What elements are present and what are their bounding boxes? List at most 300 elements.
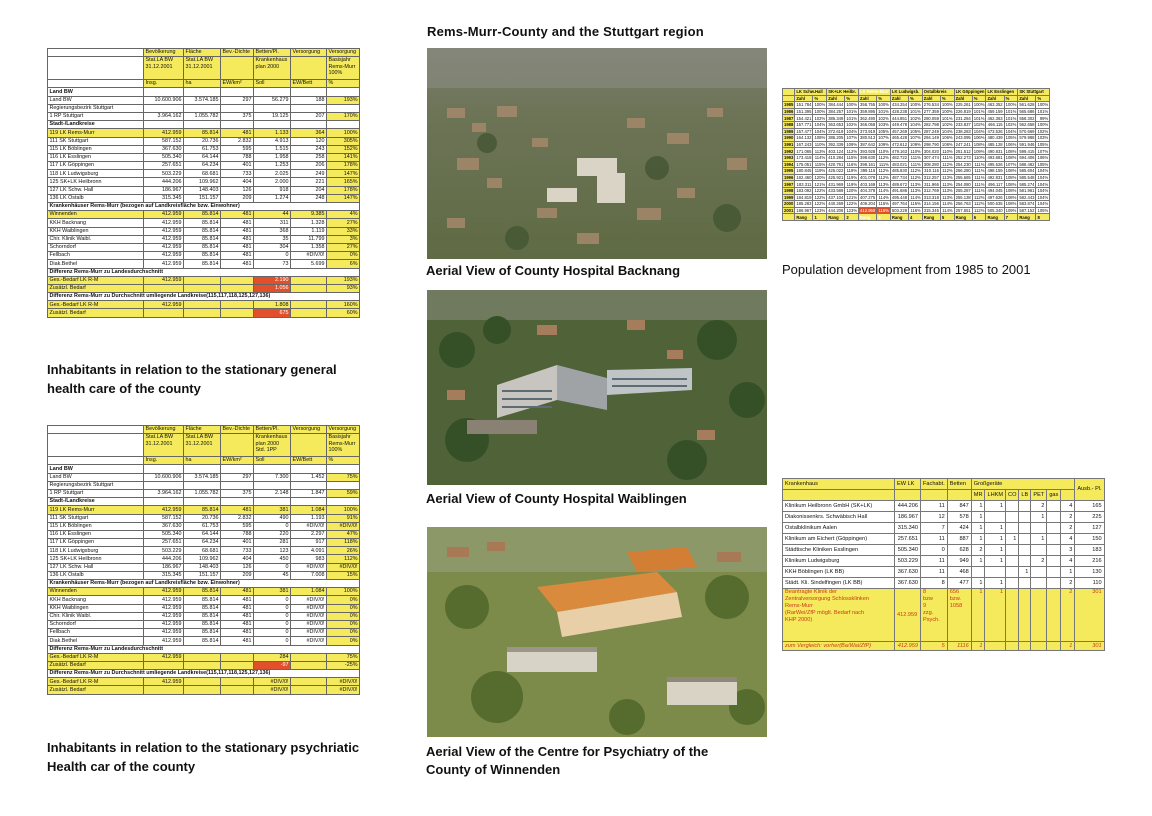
header-cell: %: [327, 457, 360, 465]
population-cell: 100%: [1037, 102, 1049, 108]
population-cell: 102%: [846, 122, 858, 128]
hospital-header-cell: Fachabt.: [921, 479, 948, 490]
population-cell: 463.352: [987, 102, 1003, 108]
population-cell: 112%: [942, 161, 953, 167]
population-cell: 113%: [814, 148, 826, 154]
sub-header-cell: %: [845, 95, 859, 102]
population-cell: 108%: [1005, 148, 1017, 154]
population-cell: 100%: [814, 109, 826, 115]
hospital-cell: 887: [947, 534, 971, 545]
header-cell: [291, 57, 327, 80]
district-header-cell: LK Rems-Murr: [860, 89, 889, 95]
table-cell: [291, 301, 327, 309]
table-row: [48, 162, 360, 170]
table-cell: 375: [221, 489, 254, 497]
population-cell: 100%: [846, 102, 858, 108]
rank-value-cell: 2: [845, 214, 859, 221]
population-cell: 498.159: [987, 168, 1003, 174]
population-cell: 112%: [846, 148, 858, 154]
population-cell: 112%: [974, 194, 985, 200]
population-cell: 437.104: [828, 194, 844, 200]
table-cell: 27%: [327, 243, 360, 251]
table-cell: Winnenden: [48, 211, 144, 219]
table-cell: [291, 88, 327, 96]
population-row: [783, 148, 1050, 155]
table-cell: 412.959: [144, 506, 184, 514]
header-cell: Soll: [254, 80, 291, 88]
hospital-cell: [985, 512, 1006, 523]
table-row: [48, 121, 360, 129]
table-cell: [291, 653, 327, 661]
header-cell: Betten/Pl.: [254, 426, 291, 434]
extra-cell: 301: [1075, 589, 1104, 642]
population-cell: 399.116: [860, 168, 876, 174]
population-cell: 398.630: [860, 155, 876, 161]
rank-value-cell: 7: [1004, 214, 1018, 221]
population-cell: 252.273: [955, 155, 971, 161]
table-row: [48, 252, 360, 260]
population-cell: 107%: [1037, 148, 1049, 154]
table-cell: -25%: [327, 661, 360, 669]
header-row: [48, 80, 360, 88]
population-cell: 480.439: [987, 135, 1003, 141]
header-cell: Krankenhaus plan 2000: [254, 57, 291, 80]
table-cell: Zusätzl. Bedarf: [48, 661, 144, 669]
extra-name-line: (RarWei/ZfP möglt. Bedarf nach: [785, 610, 865, 616]
population-cell: 505.340: [987, 207, 1003, 213]
population-cell: 359.895: [860, 109, 876, 115]
hospital-cell: 1: [971, 501, 985, 512]
population-cell: 182.460: [796, 175, 812, 181]
rank-value-cell: 3: [877, 214, 891, 221]
population-cell: 100%: [814, 102, 826, 108]
hospital-cell: [1019, 523, 1031, 534]
table-cell: 147%: [327, 194, 360, 202]
table-cell: 115 LK Böblingen: [48, 522, 144, 530]
table-row: [48, 670, 360, 678]
population-cell: 384.257: [828, 109, 844, 115]
population-cell: 114%: [942, 201, 953, 207]
population-cell: 122%: [814, 194, 826, 200]
population-cell: 167.243: [796, 142, 812, 148]
table-cell: 116 LK Esslingen: [48, 530, 144, 538]
hospital-cell: 1: [985, 545, 1006, 556]
hospital-cell: 2: [1061, 512, 1075, 523]
population-cell: 103%: [1037, 135, 1049, 141]
population-cell: 583.874: [1019, 201, 1035, 207]
year-cell: 1992: [784, 148, 794, 154]
caption-line: Health car of the county: [47, 759, 196, 774]
table-cell: 85.814: [184, 260, 221, 268]
population-cell: 110%: [974, 155, 985, 161]
table-cell: [254, 498, 291, 506]
table-row: [48, 514, 360, 522]
table-cell: Diak.Bethel: [48, 260, 144, 268]
table-cell: 206: [291, 162, 327, 170]
population-cell: 106%: [1037, 155, 1049, 161]
table-cell: Land BW: [48, 465, 144, 473]
hospital-cell: 12: [921, 512, 948, 523]
population-cell: 107%: [1005, 161, 1017, 167]
table-cell: #DIV/0!: [291, 604, 327, 612]
table-cell: 112%: [327, 555, 360, 563]
table-cell: [184, 301, 221, 309]
table-cell: 64.234: [184, 162, 221, 170]
table-cell: 412.959: [144, 612, 184, 620]
table-cell: 2.148: [254, 489, 291, 497]
sub-header-cell: Zahl: [922, 95, 940, 102]
table-cell: 297: [221, 96, 254, 104]
year-cell: 1987: [784, 115, 794, 121]
district-header-cell: LK Göppingen: [955, 89, 985, 95]
population-cell: 356.755: [860, 102, 876, 108]
table-cell: 117 LK Göppingen: [48, 539, 144, 547]
hospital-cell: 847: [947, 501, 971, 512]
table-cell: 75%: [327, 653, 360, 661]
table-cell: [184, 88, 221, 96]
hospital-cell: 150: [1075, 534, 1104, 545]
hospital-row: [783, 567, 1105, 578]
hospital-cell: 165: [1075, 501, 1104, 512]
table-cell: 1 RP Stuttgart: [48, 489, 144, 497]
hospital-cell: 367.630: [895, 567, 921, 578]
population-cell: 105%: [1005, 135, 1017, 141]
population-cell: 108%: [1005, 201, 1017, 207]
table-cell: 123: [254, 547, 291, 555]
table-cell: [221, 498, 254, 506]
hospital-row: [783, 512, 1105, 523]
hospital-cell: 444.206: [895, 501, 921, 512]
table-cell: 368: [254, 227, 291, 235]
hospital-cell: 2: [1061, 523, 1075, 534]
header-cell: Versorgung: [327, 49, 360, 57]
table-cell: 27%: [327, 219, 360, 227]
table-cell: [184, 661, 221, 669]
hospital-cell: [1006, 567, 1019, 578]
table-cell: 481: [221, 235, 254, 243]
sub-header-cell: Zahl: [795, 95, 813, 102]
table-cell: 118 LK Ludwigsburg: [48, 547, 144, 555]
hospital-cell: [1031, 523, 1047, 534]
extra-value-line: 656: [949, 589, 960, 595]
population-cell: 100%: [878, 102, 889, 108]
table-cell: 61.753: [184, 145, 221, 153]
population-cell: 403.124: [828, 148, 844, 154]
population-cell: 247.241: [955, 142, 971, 148]
aerial-photo-waiblingen: [427, 290, 767, 485]
hospital-cell: 11: [921, 501, 948, 512]
population-cell: 107%: [846, 135, 858, 141]
population-cell: 105%: [1037, 207, 1049, 213]
table-cell: 2.190: [254, 276, 291, 284]
general-care-table-container: [47, 48, 385, 318]
table-cell: 111 SK Stuttgart: [48, 137, 144, 145]
rank-value-cell: 1: [813, 214, 827, 221]
table-cell: 1.133: [254, 129, 291, 137]
population-cell: 107%: [910, 135, 921, 141]
table-cell: 412.959: [144, 301, 184, 309]
population-cell: 401.078: [860, 175, 876, 181]
table-cell: 481: [221, 252, 254, 260]
population-cell: 108%: [1005, 175, 1017, 181]
table-cell: 401: [221, 539, 254, 547]
hospital-cell: 257.651: [895, 534, 921, 545]
hospital-cell: 2: [971, 545, 985, 556]
population-cell: 99%: [1036, 115, 1050, 122]
hospital-cell: [971, 567, 985, 578]
population-row: [783, 161, 1050, 168]
population-cell: 104%: [1037, 201, 1049, 207]
table-cell: 68.681: [184, 547, 221, 555]
header-cell: Fläche: [184, 426, 221, 434]
population-cell: 254.080: [955, 181, 971, 187]
hospital-cell: 468: [947, 567, 971, 578]
table-cell: [254, 121, 291, 129]
table-cell: 85.814: [184, 629, 221, 637]
extra-cell: [921, 589, 948, 642]
population-cell: 103%: [878, 122, 889, 128]
header-cell: Basisjahr Rems-Murr 100%: [327, 57, 360, 80]
population-cell: 276.534: [923, 102, 939, 108]
hospital-cell: [1019, 578, 1031, 589]
hospital-cell: 1: [1031, 534, 1047, 545]
population-cell: 113%: [942, 194, 953, 200]
population-cell: 109%: [878, 142, 889, 148]
population-cell: 119%: [846, 175, 858, 181]
table-cell: Regierungsbezirk Stuttgart: [48, 481, 144, 489]
extra-cell: [1047, 589, 1061, 642]
table-row: [48, 211, 360, 219]
table-cell: 412.959: [144, 629, 184, 637]
table-cell: 126: [221, 563, 254, 571]
header-cell: Fläche: [184, 49, 221, 57]
table-row: [48, 522, 360, 530]
table-cell: Ges.-Bedarf LK R-M: [48, 678, 144, 686]
table-cell: 381: [254, 506, 291, 514]
hospital-cell: 424: [947, 523, 971, 534]
table-cell: [184, 678, 221, 686]
hospital-cell: 1: [1019, 567, 1031, 578]
table-cell: 85.814: [184, 227, 221, 235]
population-cell: 315.345: [923, 207, 939, 213]
table-cell: 305%: [327, 137, 360, 145]
population-cell: 114%: [814, 155, 826, 161]
table-cell: 127 LK Schw. Hall: [48, 563, 144, 571]
header-cell: [48, 434, 144, 457]
table-cell: 733: [221, 170, 254, 178]
compare-cell: [1047, 642, 1061, 651]
table-cell: 0: [254, 629, 291, 637]
table-cell: 917: [291, 539, 327, 547]
population-cell: 599.415: [1019, 148, 1035, 154]
hospital-cell: [1047, 512, 1061, 523]
table-cell: 125 SK+LK Heilbronn: [48, 178, 144, 186]
population-cell: 109%: [910, 142, 921, 148]
population-cell: 459.159: [987, 109, 1003, 115]
year-cell: 1998: [784, 188, 794, 194]
population-cell: 226.819: [955, 109, 971, 115]
population-cell: 282.798: [923, 122, 939, 128]
population-cell: 497.764: [891, 201, 908, 207]
rank-label-cell: Rang: [827, 214, 845, 221]
population-cell: 485.830: [891, 168, 908, 174]
hospital-cell: 7: [921, 523, 948, 534]
table-cell: [291, 121, 327, 129]
table-cell: 481: [221, 506, 254, 514]
sub-header-cell: Zahl: [986, 95, 1004, 102]
table-cell: 85.814: [184, 219, 221, 227]
population-cell: 570.669: [1019, 128, 1035, 134]
table-cell: [144, 121, 184, 129]
extra-cell: 1: [971, 589, 985, 642]
hospital-cell: 1: [985, 534, 1006, 545]
hospital-cell: 1: [985, 523, 1006, 534]
table-cell: 0: [254, 612, 291, 620]
table-cell: Land BW: [48, 96, 144, 104]
hospital-cell: 1: [971, 556, 985, 567]
extra-name-line: Rems-Murr: [785, 603, 813, 609]
table-cell: 152%: [327, 145, 360, 153]
population-cell: 495.448: [891, 194, 908, 200]
population-row: [783, 102, 1050, 109]
table-cell: 126: [221, 186, 254, 194]
table-cell: 75%: [327, 473, 360, 481]
table-cell: [291, 481, 327, 489]
population-cell: 385.349: [828, 115, 844, 121]
population-cell: 111%: [972, 161, 986, 168]
table-cell: 412.959: [144, 211, 184, 219]
hospital-subheader-cell: LB: [1019, 490, 1031, 501]
population-row: [783, 121, 1050, 128]
table-row: [48, 604, 360, 612]
table-cell: [221, 465, 254, 473]
hospital-subheader-cell: [1061, 490, 1075, 501]
population-cell: 114%: [878, 188, 889, 194]
table-cell: 675: [254, 309, 291, 317]
table-cell: Schorndorf: [48, 243, 144, 251]
population-cell: 101%: [910, 109, 921, 115]
table-cell: 3.964.162: [144, 489, 184, 497]
table-cell: 109.962: [184, 178, 221, 186]
population-cell: 111%: [877, 161, 891, 168]
population-cell: 489.672: [891, 181, 908, 187]
hospital-subheader-cell: PET: [1031, 490, 1047, 501]
hospital-cell: 503.229: [895, 556, 921, 567]
table-cell: 983: [291, 555, 327, 563]
population-cell: 112%: [910, 175, 921, 181]
hospital-header-cell: Großgeräte: [971, 479, 1075, 490]
table-row: [48, 104, 360, 112]
district-header-cell: LK Esslingen: [986, 89, 1018, 96]
population-table: [782, 88, 1050, 221]
hospital-header-cell: [921, 490, 948, 501]
hospital-subheader-cell: MR: [971, 490, 985, 501]
section-header-cell: Differenz Rems-Murr zu Durchschnitt umliegende Landkreise(115,117,118,125,127,136): [48, 293, 360, 301]
table-cell: #DIV/0!: [327, 686, 360, 694]
sub-header-cell: %: [1036, 95, 1050, 102]
hospital-compare-row: [783, 642, 1105, 651]
table-cell: 19.125: [254, 112, 291, 120]
population-cell: 115%: [878, 201, 889, 207]
population-cell: 392.339: [828, 142, 844, 148]
table-cell: Zusätzl. Bedarf: [48, 686, 144, 694]
header-cell: %: [327, 80, 360, 88]
table-cell: 64.144: [184, 530, 221, 538]
header-cell: Krankenhaus plan 2000 Std. 1PP: [254, 434, 291, 457]
compare-cell: [1006, 642, 1019, 651]
table-cell: 315.345: [144, 194, 184, 202]
table-cell: Stadt-/Landkreise: [48, 498, 144, 506]
population-cell: 311.966: [924, 181, 939, 187]
header-cell: Betten/Pl.: [254, 49, 291, 57]
table-cell: 44: [254, 211, 291, 219]
rank-label-cell: Rang: [986, 214, 1004, 221]
table-row: [48, 489, 360, 497]
table-cell: 2.832: [221, 137, 254, 145]
population-row: [783, 141, 1050, 148]
psych-care-table: [47, 425, 360, 695]
population-cell: 116%: [878, 207, 889, 213]
table-cell: [291, 498, 327, 506]
table-cell: 481: [221, 260, 254, 268]
table-row: [48, 219, 360, 227]
header-row: [48, 457, 360, 465]
year-cell: 2000: [784, 201, 794, 207]
caption-line: Inhabitants in relation to the stationary general: [47, 362, 337, 377]
section-header-cell: Krankenhäuser Rems-Murr (bezogen auf Landkreisfläche bzw. Einwohner): [48, 580, 360, 588]
sub-header-cell: %: [813, 95, 827, 102]
hospital-cell: 110: [1075, 578, 1104, 589]
table-cell: 1.056: [254, 284, 291, 292]
population-cell: 497.626: [987, 194, 1003, 200]
hospital-cell: 0: [921, 545, 948, 556]
population-cell: 116%: [910, 207, 921, 213]
rank-label-cell: Rang: [890, 214, 908, 221]
hospital-cell: 183: [1075, 545, 1104, 556]
population-cell: 101%: [941, 115, 953, 121]
table-cell: 35: [254, 235, 291, 243]
table-cell: 85.814: [184, 604, 221, 612]
population-cell: 393.928: [860, 148, 876, 154]
table-cell: 0: [254, 637, 291, 645]
population-cell: 123%: [814, 207, 826, 213]
population-cell: 385.205: [828, 135, 844, 141]
population-cell: 373.919: [860, 128, 876, 134]
population-cell: 256.763: [955, 201, 971, 207]
population-cell: 256.280: [955, 168, 971, 174]
header-cell: [48, 426, 144, 434]
table-row: [48, 547, 360, 555]
table-cell: 248: [291, 194, 327, 202]
population-cell: 312.769: [923, 188, 939, 194]
extra-name-cell: [783, 589, 895, 642]
population-cell: 440.269: [828, 201, 844, 207]
population-cell: 494.045: [987, 188, 1003, 194]
population-table-container: [782, 88, 1146, 221]
population-cell: 100%: [910, 102, 921, 108]
table-cell: 186.967: [144, 186, 184, 194]
population-cell: 588.482: [1019, 161, 1035, 167]
population-cell: 472.612: [891, 142, 908, 148]
population-row: [783, 194, 1050, 201]
table-row: [48, 293, 360, 301]
population-cell: 100%: [1037, 122, 1049, 128]
table-row: [48, 88, 360, 96]
table-cell: Fellbach: [48, 629, 144, 637]
population-cell: 113%: [942, 188, 953, 194]
table-cell: [144, 88, 184, 96]
extra-name-line: KHP 2000): [785, 617, 813, 623]
